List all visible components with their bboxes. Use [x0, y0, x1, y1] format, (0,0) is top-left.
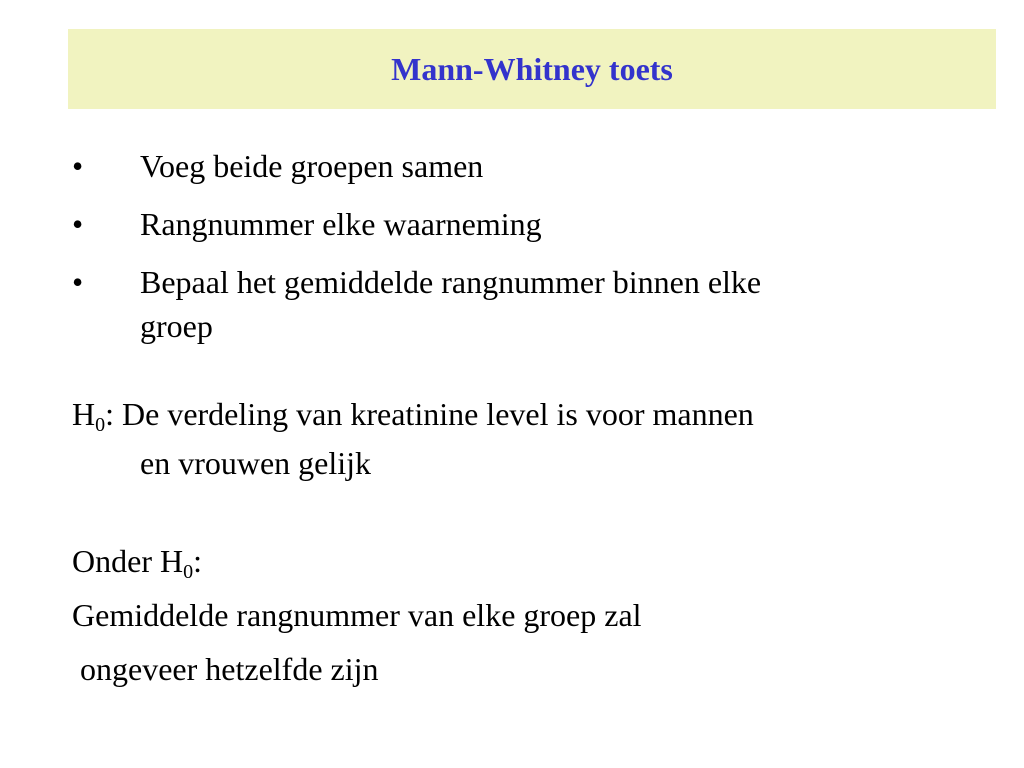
bullet-icon: • [72, 148, 84, 184]
bullet-text-line-2: groep [140, 308, 213, 344]
null-hypothesis [72, 392, 972, 436]
bullet-item [72, 202, 972, 246]
under-h0-heading [72, 534, 972, 588]
title-bar [68, 29, 996, 109]
slide-content [72, 144, 972, 696]
bullet-item [72, 144, 972, 188]
under-h0-suffix: : [193, 543, 202, 579]
bullet-icon: • [72, 264, 84, 300]
bullet-list [72, 144, 972, 348]
conclusion-line-2: ongeveer hetzelfde zijn [72, 651, 379, 687]
bullet-icon: • [72, 206, 84, 242]
bullet-text-line-1: Bepaal het gemiddelde rangnummer binnen elke [140, 264, 762, 300]
null-hypothesis-continued [72, 436, 972, 490]
hypothesis-text-line-2: en vrouwen gelijk [140, 445, 372, 481]
slide-title: Mann-Whitney toets [391, 50, 673, 87]
under-h0-prefix: Onder H [72, 543, 184, 579]
conclusion-line-1: Gemiddelde rangnummer van elke groep zal [72, 597, 642, 633]
hypothesis-symbol: H [72, 396, 96, 432]
bullet-text: Rangnummer elke waarneming [140, 206, 542, 242]
hypothesis-text-line-1: : De verdeling van kreatinine level is voor mannen [105, 396, 754, 432]
hypothesis-subscript: 0 [95, 414, 106, 436]
bullet-item [72, 260, 972, 348]
under-h0-subscript: 0 [183, 561, 194, 583]
bullet-text: Voeg beide groepen samen [140, 148, 484, 184]
